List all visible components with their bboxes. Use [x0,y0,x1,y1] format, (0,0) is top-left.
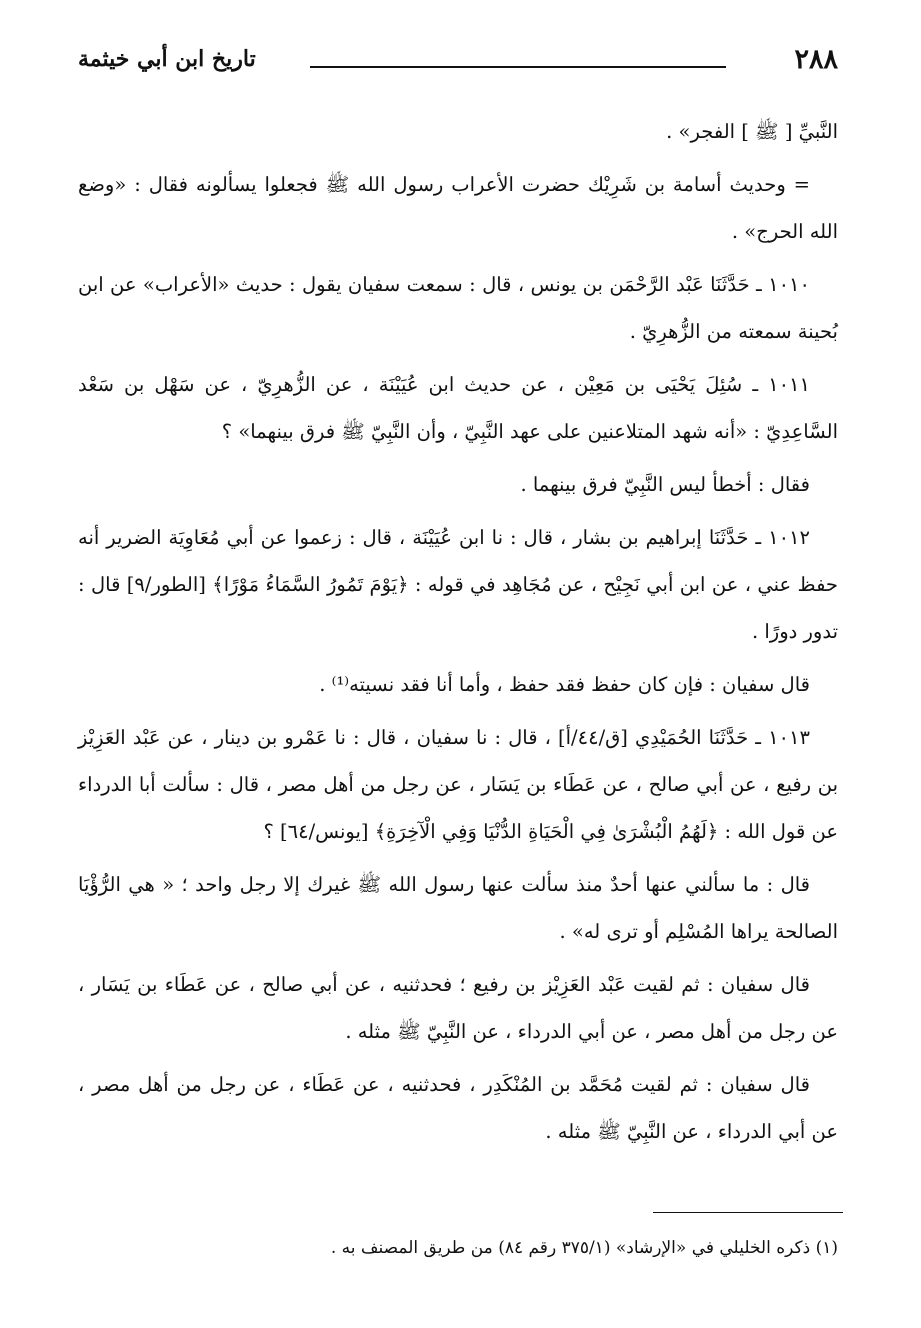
paragraph: فقال : أخطأ ليس النَّبِيّ فرق بينهما . [520,473,810,496]
paragraph: قال سفيان : ثم لقيت عَبْد العَزِيْز بن رفيع ؛ فحدثنيه ، عن أبي صالح ، عن عَطَاء بن يَسَار ، عن رجل من أهل مصر ، عن أبي الدرداء ، عن النَّبِيّ ﷺ مثله . [78,973,838,1043]
paragraph: ١٠١١ ـ سُئِلَ يَحْيَى بن مَعِيْن ، عن حديث ابن عُيَيْنَة ، عن الزُّهرِيّ ، عن سَهْل بن سَعْد السَّاعِدِيّ : «أنه شهد المتلاعنين على عهد النَّبِيّ ، وأن النَّبِيّ ﷺ فرق بينهما» ؟ [78,373,838,443]
paragraph: قال سفيان : فإن كان حفظ فقد حفظ ، وأما أنا فقد نسيته⁽¹⁾ . [319,673,810,696]
paragraph: ١٠١٣ ـ حَدَّثَنَا الحُمَيْدِي [ق/٤٤/أ] ، قال : نا سفيان ، قال : نا عَمْرو بن دينار ، عن عَبْد العَزِيْز بن رفيع ، عن أبي صالح ، عن عَطَاء بن يَسَار ، عن رجل من أهل مصر ، قال : سألت أبا الدرداء عن قول الله : ﴿لَهُمُ الْبُشْرَىٰ فِي الْحَيَاةِ الدُّنْيَا وَفِي الْآخِرَةِ﴾ [يونس/٦٤] ؟ [78,726,838,843]
header-rule [310,66,726,68]
paragraph: النَّبيِّ [ ﷺ ] الفجر» . [666,120,838,143]
page-body [78,108,838,1161]
footnote-separator [653,1212,843,1213]
page-header [78,44,838,84]
paragraph: ١٠١٠ ـ حَدَّثَنَا عَبْد الرَّحْمَن بن يونس ، قال : سمعت سفيان يقول : حديث «الأعراب» عن ابن بُحينة سمعته من الزُّهرِيّ . [78,273,838,343]
paragraph: قال : ما سألني عنها أحدٌ منذ سألت عنها رسول الله ﷺ غيرك إلا رجل واحد ؛ « هي الرُّؤْيَا الصالحة يراها المُسْلِم أو ترى له» . [78,873,838,943]
footnote: (١) ذكره الخليلي في «الإرشاد» (٣٧٥/١ رقم ٨٤) من طريق المصنف به . [330,1238,838,1258]
paragraph: = وحديث أسامة بن شَرِيْك حضرت الأعراب رسول الله ﷺ فجعلوا يسألونه فقال : «وضع الله الحرج» . [78,173,838,243]
book-title: تاريخ ابن أبي خيثمة [78,46,256,72]
page-number: ٢٨٨ [794,44,838,75]
paragraph: ١٠١٢ ـ حَدَّثَنَا إبراهيم بن بشار ، قال : نا ابن عُيَيْنَة ، قال : زعموا عن أبي مُعَاوِيَة الضرير أنه حفظ عني ، عن ابن أبي نَجِيْح ، عن مُجَاهِد في قوله : ﴿يَوْمَ تَمُورُ السَّمَاءُ مَوْرًا﴾ [الطور/٩] قال : تدور دورًا . [78,526,838,643]
paragraph: قال سفيان : ثم لقيت مُحَمَّد بن المُنْكَدِر ، فحدثنيه ، عن عَطَاء ، عن رجل من أهل مصر ، عن أبي الدرداء ، عن النَّبِيّ ﷺ مثله . [78,1073,838,1143]
